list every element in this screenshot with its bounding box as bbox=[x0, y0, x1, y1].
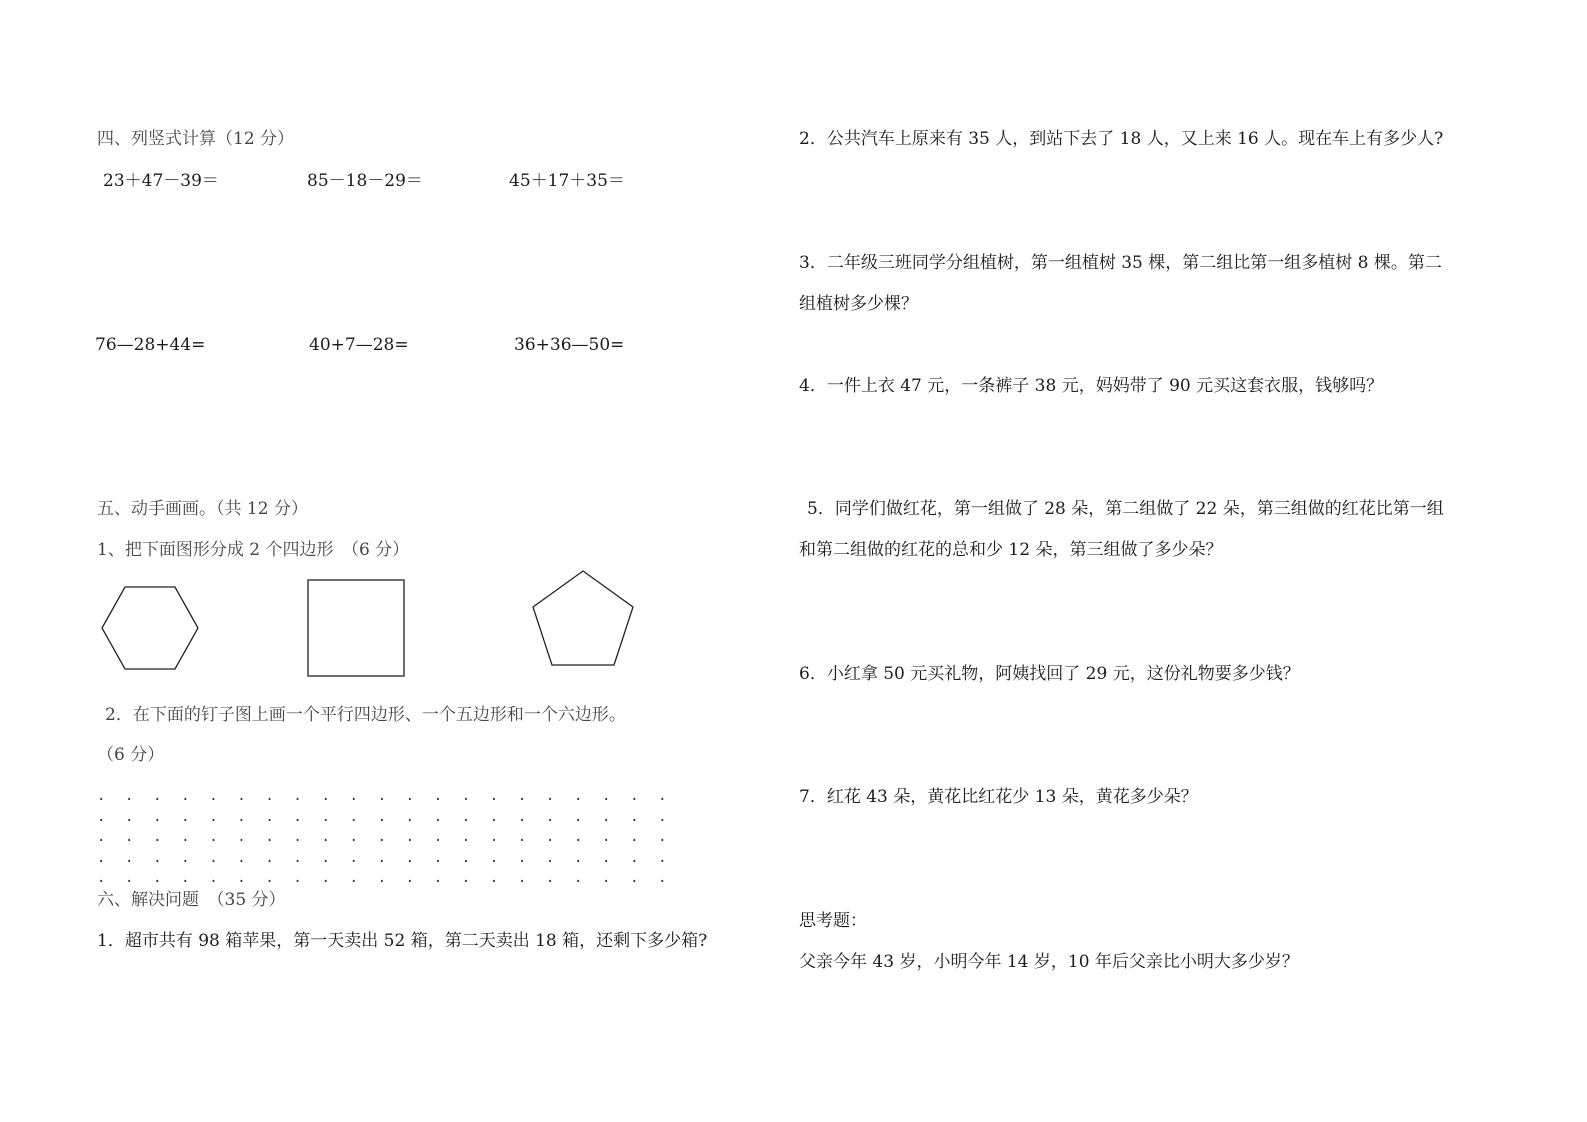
calc-1: 23＋47－39＝ bbox=[103, 171, 219, 191]
problem-5-line-1: 5．同学们做红花，第一组做了 28 朵，第二组做了 22 朵，第三组做的红花比第一组 bbox=[807, 499, 1444, 519]
problem-1: 1．超市共有 98 箱苹果，第一天卖出 52 箱，第二天卖出 18 箱，还剩下多少箱? bbox=[97, 931, 708, 951]
calc-6: 36+36—50= bbox=[514, 335, 625, 355]
section-5-question-2: 2．在下面的钉子图上画一个平行四边形、一个五边形和一个六边形。 bbox=[105, 705, 626, 725]
calc-3: 45＋17＋35＝ bbox=[509, 171, 625, 191]
section-5-question-1: 1、把下面图形分成 2 个四边形 （6 分） bbox=[97, 540, 410, 560]
dot-row: . . . . . . . . . . . . . . . . . . . . . bbox=[97, 788, 673, 804]
section-4-title: 四、列竖式计算（12 分） bbox=[97, 129, 295, 149]
dot-row: . . . . . . . . . . . . . . . . . . . . . bbox=[97, 849, 673, 866]
dot-row: . . . . . . . . . . . . . . . . . . . . . bbox=[97, 808, 673, 825]
nail-dot-grid bbox=[97, 786, 672, 889]
section-5-title: 五、动手画画。（共 12 分） bbox=[97, 499, 308, 519]
problem-3-line-2: 组植树多少棵？ bbox=[799, 294, 918, 314]
problem-5-line-2: 和第二组做的红花的总和少 12 朵，第三组做了多少朵？ bbox=[799, 540, 1223, 560]
problem-4: 4．一件上衣 47 元，一条裤子 38 元，妈妈带了 90 元买这套衣服，钱够吗？ bbox=[799, 376, 1384, 396]
section-6-title: 六、解决问题 （35 分） bbox=[97, 890, 286, 910]
square-icon bbox=[307, 579, 406, 677]
problem-7: 7．红花 43 朵，黄花比红花少 13 朵，黄花多少朵？ bbox=[799, 787, 1198, 807]
problem-2: 2．公共汽车上原来有 35 人，到站下去了 18 人，又上来 16 人。现在车上有多少人? bbox=[799, 129, 1444, 149]
calc-4: 76—28+44= bbox=[95, 335, 206, 355]
section-5-question-2-score: （6 分） bbox=[97, 745, 165, 765]
calc-5: 40+7—28= bbox=[309, 335, 409, 355]
dot-row: . . . . . . . . . . . . . . . . . . . . . bbox=[97, 870, 673, 887]
problem-6: 6．小红拿 50 元买礼物，阿姨找回了 29 元，这份礼物要多少钱？ bbox=[799, 664, 1300, 684]
problem-3-line-1: 3．二年级三班同学分组植树，第一组植树 35 棵，第二组比第一组多植树 8 棵。第二 bbox=[799, 253, 1442, 273]
think-question: 父亲今年 43 岁，小明今年 14 岁，10 年后父亲比小明大多少岁？ bbox=[799, 952, 1299, 972]
calc-2: 85－18－29＝ bbox=[307, 171, 423, 191]
hexagon-icon bbox=[100, 585, 200, 671]
pentagon-icon bbox=[531, 569, 635, 667]
think-title: 思考题： bbox=[799, 911, 867, 931]
dot-row: . . . . . . . . . . . . . . . . . . . . . bbox=[97, 829, 673, 846]
